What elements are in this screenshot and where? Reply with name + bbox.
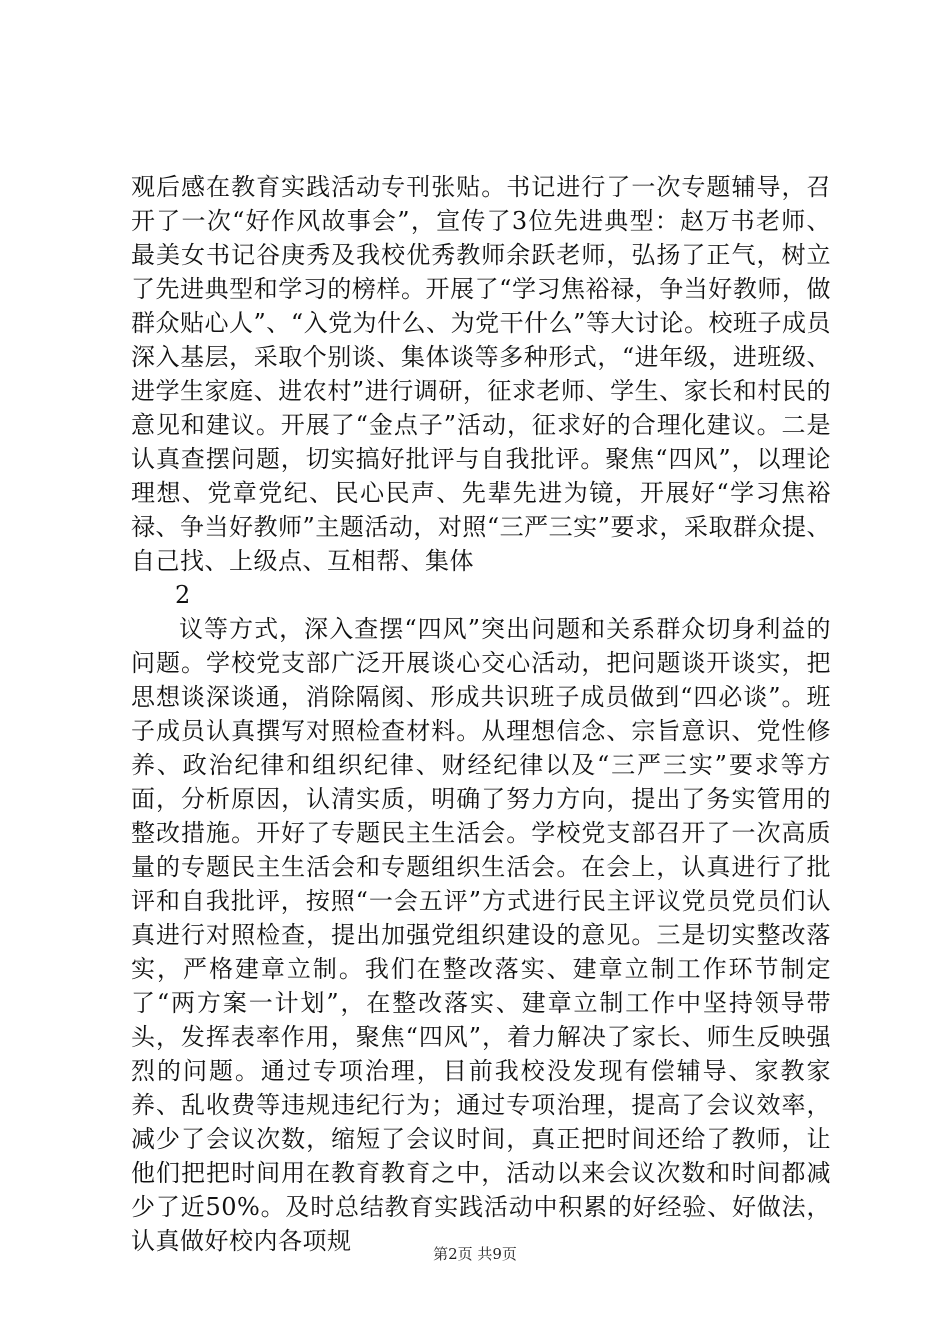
paragraph-2: 议等方式，深入查摆“四风”突出问题和关系群众切身利益的问题。学校党支部广泛开展谈心交心活动，把问题谈开谈实，把思想谈深谈通，消除隔阂、形成共识班子成员做到“四必谈”。班子成员认真撰写对照检查材料。从理想信念、宗旨意识、党性修养、政治纪律和组织纪律、财经纪律以及“三严三实”要求等方面，分析原因，认清实质，明确了努力方向，提出了务实管用的整改措施。开好了专题民主生活会。学校党支部召开了一次高质量的专题民主生活会和专题组织生活会。在会上，认真进行了批评和自我批评，按照“一会五评”方式进行民主评议党员党员们认真进行对照检查，提出加强党组织建设的意见。三是切实整改落实，严格建章立制。我们在整改落实、建章立制工作环节制定了“两方案一计划”，在整改落实、建章立制工作中坚持领导带头，发挥表率作用，聚焦“四风”，着力解决了家长、师生反映强烈的问题。通过专项治理，目前我校没发现有偿辅导、家教家养、乱收费等违规违纪行为；通过专项治理，提高了会议效率，减少了会议次数，缩短了会议时间，真正把时间还给了教师，让他们把把时间用在教育教育之中，活动以来会议次数和时间都减少了近50%。及时总结教育实践活动中积累的好经验、好做法，认真做好校内各项规 <box>131 615 831 1255</box>
page-footer: 第2页 共9页 <box>433 1245 517 1263</box>
inline-page-number: 2 <box>175 581 191 609</box>
paragraph-1: 观后感在教育实践活动专刊张贴。书记进行了一次专题辅导，召开了一次“好作风故事会”，宣传了3位先进典型：赵万书老师、最美女书记谷庚秀及我校优秀教师余跃老师，弘扬了正气，树立了先进典型和学习的榜样。开展了“学习焦裕禄，争当好教师，做群众贴心人”、“入党为什么、为党干什么”等大讨论。校班子成员深入基层，采取个别谈、集体谈等多种形式，“进年级，进班级、进学生家庭、进农村”进行调研，征求老师、学生、家长和村民的意见和建议。开展了“金点子”活动，征求好的合理化建议。二是认真查摆问题，切实搞好批评与自我批评。聚焦“四风”，以理论理想、党章党纪、民心民声、先辈先进为镜，开展好“学习焦裕禄、争当好教师”主题活动，对照“三严三实”要求，采取群众提、自己找、上级点、互相帮、集体 <box>131 173 831 575</box>
document-body <box>131 170 831 1258</box>
